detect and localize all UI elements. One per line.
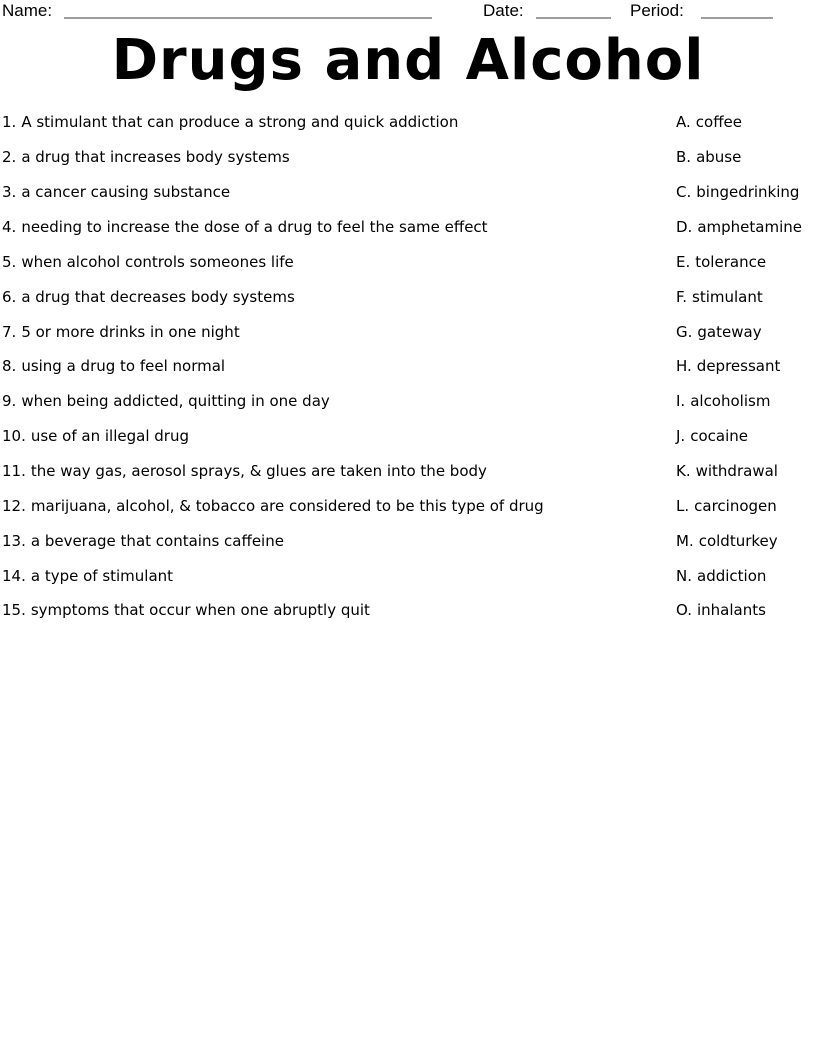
answer-item [676,523,814,558]
answer-text: bingedrinking [696,183,800,202]
answer-letter: F. [676,287,687,306]
question-number: 2. [2,148,17,167]
answer-text: cocaine [690,427,748,446]
answer-item [676,488,814,523]
question-text: a cancer causing substance [21,183,231,202]
answer-text: abuse [696,148,742,167]
question-number: 1. [2,113,17,132]
question-item [2,140,652,175]
answer-text: inhalants [696,601,766,620]
question-item [2,175,652,210]
question-item [2,244,652,279]
question-item [2,454,652,489]
question-text: marijuana, alcohol, & tobacco are considered to be this type of drug [30,496,544,515]
question-text: A stimulant that can produce a strong and quick addiction [21,113,459,132]
question-number: 15. [2,601,26,620]
question-text: when being addicted, quitting in one day [21,392,330,411]
answer-item [676,244,814,279]
date-label: Date: [483,1,524,20]
question-text: when alcohol controls someones life [21,252,294,271]
question-text: a beverage that contains caffeine [30,531,284,550]
answer-letter: L. [676,496,690,515]
answer-letter: N. [676,566,692,585]
question-text: 5 or more drinks in one night [21,322,240,341]
answer-item [676,210,814,245]
question-item [2,558,652,593]
question-number: 7. [2,322,17,341]
answer-letter: G. [676,322,693,341]
question-number: 3. [2,183,17,202]
answer-item [676,105,814,140]
answer-item [676,349,814,384]
question-text: the way gas, aerosol sprays, & glues are taken into the body [30,462,487,481]
answer-letter: M. [676,531,694,550]
question-number: 9. [2,392,17,411]
answer-text: carcinogen [694,496,777,515]
answer-item [676,140,814,175]
date-fill-in-line[interactable] [536,1,611,19]
question-number: 5. [2,252,17,271]
question-item [2,279,652,314]
answer-item [676,175,814,210]
question-item [2,314,652,349]
name-fill-in-line[interactable] [64,1,432,19]
answer-letter: K. [676,462,691,481]
answer-letter: E. [676,252,691,271]
question-item [2,419,652,454]
question-number: 6. [2,287,17,306]
question-text: a drug that decreases body systems [21,287,295,306]
answer-text: addiction [697,566,767,585]
answer-item [676,558,814,593]
question-number: 12. [2,496,26,515]
answer-letter: H. [676,357,692,376]
answers-list [676,105,814,628]
question-item [2,210,652,245]
answer-text: coldturkey [698,531,778,550]
answer-letter: D. [676,218,693,236]
question-text: a drug that increases body systems [21,148,290,167]
question-number: 13. [2,531,26,550]
answer-text: alcoholism [690,392,771,411]
answer-text: tolerance [695,252,767,271]
question-item [2,105,652,140]
question-number: 11. [2,462,26,481]
answer-text: coffee [695,113,742,132]
question-item [2,488,652,523]
answer-text: gateway [697,322,762,341]
answer-text: amphetamine [697,218,802,236]
question-number: 4. [2,218,17,236]
answer-letter: C. [676,183,692,202]
question-text: a type of stimulant [30,566,174,585]
name-label: Name: [2,1,53,20]
period-fill-in-line[interactable] [701,1,773,19]
answer-item [676,384,814,419]
answer-letter: B. [676,148,692,167]
answer-letter: J. [676,427,686,446]
answer-text: stimulant [692,287,763,306]
question-text: use of an illegal drug [30,427,189,446]
answer-item [676,314,814,349]
worksheet-title: Drugs and Alcohol [111,28,705,93]
answer-text: depressant [696,357,781,376]
question-text: needing to increase the dose of a drug to feel the same effect [21,218,488,236]
answer-item [676,279,814,314]
question-item [2,523,652,558]
answer-item [676,419,814,454]
question-item [2,384,652,419]
question-number: 10. [2,427,26,446]
answer-letter: O. [676,601,692,620]
question-text: symptoms that occur when one abruptly quit [30,601,370,620]
worksheet-header [0,0,816,26]
period-label: Period: [630,1,684,20]
question-item [2,349,652,384]
answer-item [676,593,814,628]
question-number: 8. [2,357,17,376]
answer-text: withdrawal [695,462,778,481]
question-text: using a drug to feel normal [21,357,226,376]
answer-letter: I. [676,392,686,411]
question-item [2,593,652,628]
answer-item [676,454,814,489]
questions-list [2,105,652,628]
question-number: 14. [2,566,26,585]
answer-letter: A. [676,113,691,132]
